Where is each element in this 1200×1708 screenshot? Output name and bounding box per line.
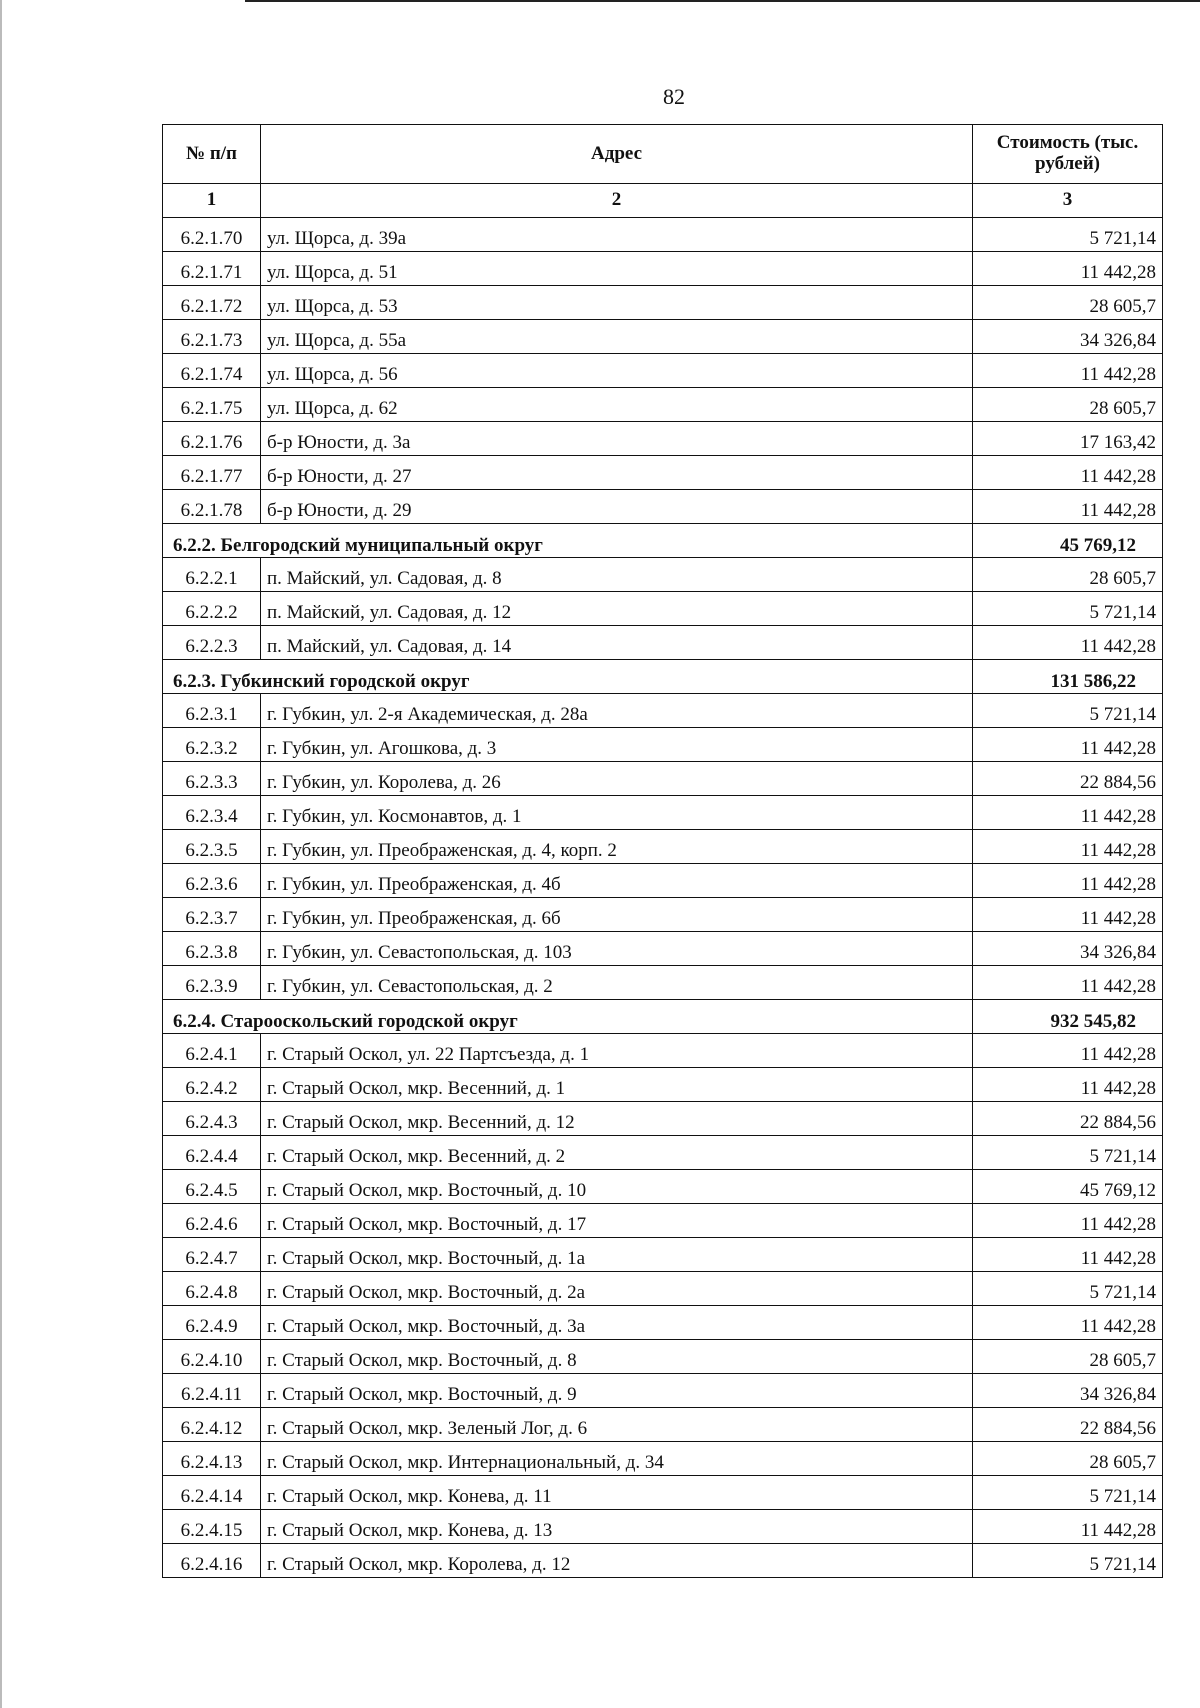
cost-cell: 5 721,14 — [973, 694, 1163, 728]
table-row — [163, 1340, 1163, 1374]
address-cell: г. Губкин, ул. Космонавтов, д. 1 — [261, 796, 973, 830]
table-row — [163, 1510, 1163, 1544]
table-body — [163, 218, 1163, 1578]
table-row — [163, 218, 1163, 252]
address-cell: г. Губкин, ул. Севастопольская, д. 103 — [261, 932, 973, 966]
address-cell: ул. Щорса, д. 51 — [261, 252, 973, 286]
cost-cell: 5 721,14 — [973, 1136, 1163, 1170]
item-number: 6.2.3.3 — [163, 762, 261, 796]
table-row — [163, 286, 1163, 320]
address-cell: п. Майский, ул. Садовая, д. 14 — [261, 626, 973, 660]
section-name: 6.2.3. Губкинский городской округ — [163, 660, 973, 694]
item-number: 6.2.3.4 — [163, 796, 261, 830]
item-number: 6.2.4.10 — [163, 1340, 261, 1374]
cost-cell: 11 442,28 — [973, 1034, 1163, 1068]
address-cell: ул. Щорса, д. 39а — [261, 218, 973, 252]
table-row — [163, 1136, 1163, 1170]
cost-cell: 11 442,28 — [973, 1204, 1163, 1238]
item-number: 6.2.4.13 — [163, 1442, 261, 1476]
address-cell: п. Майский, ул. Садовая, д. 12 — [261, 592, 973, 626]
item-number: 6.2.3.9 — [163, 966, 261, 1000]
cost-cell: 11 442,28 — [973, 898, 1163, 932]
section-row — [163, 1000, 1163, 1034]
cost-cell: 11 442,28 — [973, 830, 1163, 864]
table-row — [163, 1272, 1163, 1306]
table-row — [163, 1544, 1163, 1578]
item-number: 6.2.2.2 — [163, 592, 261, 626]
table-row — [163, 898, 1163, 932]
cost-cell: 11 442,28 — [973, 864, 1163, 898]
header-address: Адрес — [261, 125, 973, 184]
table-row — [163, 1238, 1163, 1272]
address-cell: ул. Щорса, д. 55а — [261, 320, 973, 354]
item-number: 6.2.3.6 — [163, 864, 261, 898]
table-row — [163, 762, 1163, 796]
address-cell: г. Старый Оскол, мкр. Весенний, д. 12 — [261, 1102, 973, 1136]
column-number-3: 3 — [973, 184, 1163, 218]
address-cell: г. Старый Оскол, мкр. Весенний, д. 1 — [261, 1068, 973, 1102]
cost-table — [162, 124, 1163, 1578]
cost-cell: 5 721,14 — [973, 1544, 1163, 1578]
address-cell: г. Старый Оскол, мкр. Конева, д. 13 — [261, 1510, 973, 1544]
table-row — [163, 1442, 1163, 1476]
item-number: 6.2.4.4 — [163, 1136, 261, 1170]
cost-cell: 22 884,56 — [973, 1102, 1163, 1136]
table-row — [163, 796, 1163, 830]
address-cell: ул. Щорса, д. 62 — [261, 388, 973, 422]
cost-cell: 22 884,56 — [973, 1408, 1163, 1442]
address-cell: г. Губкин, ул. 2-я Академическая, д. 28а — [261, 694, 973, 728]
cost-cell: 22 884,56 — [973, 762, 1163, 796]
item-number: 6.2.4.3 — [163, 1102, 261, 1136]
cost-cell: 5 721,14 — [973, 218, 1163, 252]
item-number: 6.2.4.1 — [163, 1034, 261, 1068]
address-cell: г. Губкин, ул. Севастопольская, д. 2 — [261, 966, 973, 1000]
address-cell: г. Губкин, ул. Королева, д. 26 — [261, 762, 973, 796]
column-number-row — [163, 184, 1163, 218]
address-cell: г. Губкин, ул. Преображенская, д. 6б — [261, 898, 973, 932]
table-row — [163, 558, 1163, 592]
address-cell: г. Старый Оскол, мкр. Восточный, д. 17 — [261, 1204, 973, 1238]
item-number: 6.2.4.15 — [163, 1510, 261, 1544]
table-row — [163, 1204, 1163, 1238]
cost-cell: 11 442,28 — [973, 626, 1163, 660]
address-cell: г. Старый Оскол, мкр. Восточный, д. 3а — [261, 1306, 973, 1340]
table-header-row — [163, 125, 1163, 184]
table-row — [163, 422, 1163, 456]
table-row — [163, 694, 1163, 728]
address-cell: г. Старый Оскол, мкр. Королева, д. 12 — [261, 1544, 973, 1578]
address-cell: г. Губкин, ул. Преображенская, д. 4б — [261, 864, 973, 898]
item-number: 6.2.4.12 — [163, 1408, 261, 1442]
address-cell: г. Губкин, ул. Агошкова, д. 3 — [261, 728, 973, 762]
cost-cell: 34 326,84 — [973, 320, 1163, 354]
item-number: 6.2.1.71 — [163, 252, 261, 286]
section-row — [163, 660, 1163, 694]
cost-cell: 45 769,12 — [973, 1170, 1163, 1204]
table-row — [163, 456, 1163, 490]
address-cell: б-р Юности, д. 3а — [261, 422, 973, 456]
cost-cell: 11 442,28 — [973, 1306, 1163, 1340]
address-cell: г. Старый Оскол, мкр. Весенний, д. 2 — [261, 1136, 973, 1170]
table-row — [163, 1476, 1163, 1510]
item-number: 6.2.4.16 — [163, 1544, 261, 1578]
section-total: 45 769,12 — [973, 524, 1163, 558]
item-number: 6.2.2.3 — [163, 626, 261, 660]
cost-cell: 28 605,7 — [973, 1340, 1163, 1374]
item-number: 6.2.1.70 — [163, 218, 261, 252]
address-cell: б-р Юности, д. 27 — [261, 456, 973, 490]
address-cell: г. Старый Оскол, мкр. Восточный, д. 8 — [261, 1340, 973, 1374]
item-number: 6.2.1.73 — [163, 320, 261, 354]
cost-cell: 11 442,28 — [973, 252, 1163, 286]
table-row — [163, 1374, 1163, 1408]
cost-cell: 11 442,28 — [973, 1238, 1163, 1272]
address-cell: г. Губкин, ул. Преображенская, д. 4, корп. 2 — [261, 830, 973, 864]
item-number: 6.2.3.7 — [163, 898, 261, 932]
item-number: 6.2.1.72 — [163, 286, 261, 320]
cost-cell: 34 326,84 — [973, 1374, 1163, 1408]
table-row — [163, 626, 1163, 660]
page-number: 82 — [663, 84, 685, 109]
column-number-1: 1 — [163, 184, 261, 218]
table-row — [163, 830, 1163, 864]
table-row — [163, 1102, 1163, 1136]
item-number: 6.2.2.1 — [163, 558, 261, 592]
left-scan-edge — [0, 0, 2, 1708]
address-cell: б-р Юности, д. 29 — [261, 490, 973, 524]
item-number: 6.2.1.78 — [163, 490, 261, 524]
address-cell: г. Старый Оскол, мкр. Интернациональный, д. 34 — [261, 1442, 973, 1476]
item-number: 6.2.4.6 — [163, 1204, 261, 1238]
cost-cell: 5 721,14 — [973, 592, 1163, 626]
item-number: 6.2.3.5 — [163, 830, 261, 864]
address-cell: г. Старый Оскол, ул. 22 Партсъезда, д. 1 — [261, 1034, 973, 1068]
item-number: 6.2.3.2 — [163, 728, 261, 762]
item-number: 6.2.4.2 — [163, 1068, 261, 1102]
table-row — [163, 1034, 1163, 1068]
table-row — [163, 932, 1163, 966]
address-cell: г. Старый Оскол, мкр. Восточный, д. 9 — [261, 1374, 973, 1408]
table-row — [163, 592, 1163, 626]
item-number: 6.2.1.74 — [163, 354, 261, 388]
table-row — [163, 388, 1163, 422]
table-row — [163, 864, 1163, 898]
cost-cell: 11 442,28 — [973, 456, 1163, 490]
table-row — [163, 1068, 1163, 1102]
table-row — [163, 966, 1163, 1000]
address-cell: г. Старый Оскол, мкр. Конева, д. 11 — [261, 1476, 973, 1510]
cost-cell: 11 442,28 — [973, 728, 1163, 762]
table-row — [163, 728, 1163, 762]
item-number: 6.2.3.1 — [163, 694, 261, 728]
section-row — [163, 524, 1163, 558]
section-name: 6.2.2. Белгородский муниципальный округ — [163, 524, 973, 558]
item-number: 6.2.4.7 — [163, 1238, 261, 1272]
cost-cell: 11 442,28 — [973, 966, 1163, 1000]
item-number: 6.2.4.8 — [163, 1272, 261, 1306]
item-number: 6.2.1.77 — [163, 456, 261, 490]
header-cost: Стоимость (тыс. рублей) — [973, 125, 1163, 184]
cost-cell: 11 442,28 — [973, 796, 1163, 830]
cost-cell: 11 442,28 — [973, 490, 1163, 524]
cost-cell: 28 605,7 — [973, 558, 1163, 592]
column-number-2: 2 — [261, 184, 973, 218]
item-number: 6.2.4.14 — [163, 1476, 261, 1510]
item-number: 6.2.1.75 — [163, 388, 261, 422]
address-cell: п. Майский, ул. Садовая, д. 8 — [261, 558, 973, 592]
table-row — [163, 1170, 1163, 1204]
address-cell: г. Старый Оскол, мкр. Зеленый Лог, д. 6 — [261, 1408, 973, 1442]
section-total: 131 586,22 — [973, 660, 1163, 694]
table-row — [163, 1408, 1163, 1442]
table-row — [163, 252, 1163, 286]
address-cell: г. Старый Оскол, мкр. Восточный, д. 2а — [261, 1272, 973, 1306]
cost-cell: 34 326,84 — [973, 932, 1163, 966]
cost-cell: 5 721,14 — [973, 1272, 1163, 1306]
address-cell: г. Старый Оскол, мкр. Восточный, д. 10 — [261, 1170, 973, 1204]
cost-cell: 28 605,7 — [973, 286, 1163, 320]
item-number: 6.2.3.8 — [163, 932, 261, 966]
cost-cell: 5 721,14 — [973, 1476, 1163, 1510]
top-border-line — [245, 0, 1200, 2]
cost-cell: 11 442,28 — [973, 354, 1163, 388]
table-row — [163, 490, 1163, 524]
address-cell: ул. Щорса, д. 53 — [261, 286, 973, 320]
address-cell: г. Старый Оскол, мкр. Восточный, д. 1а — [261, 1238, 973, 1272]
item-number: 6.2.4.5 — [163, 1170, 261, 1204]
section-total: 932 545,82 — [973, 1000, 1163, 1034]
table-row — [163, 1306, 1163, 1340]
header-number: № п/п — [163, 125, 261, 184]
table-row — [163, 320, 1163, 354]
section-name: 6.2.4. Старооскольский городской округ — [163, 1000, 973, 1034]
cost-cell: 17 163,42 — [973, 422, 1163, 456]
item-number: 6.2.1.76 — [163, 422, 261, 456]
cost-cell: 11 442,28 — [973, 1510, 1163, 1544]
cost-cell: 11 442,28 — [973, 1068, 1163, 1102]
table-row — [163, 354, 1163, 388]
item-number: 6.2.4.9 — [163, 1306, 261, 1340]
item-number: 6.2.4.11 — [163, 1374, 261, 1408]
cost-cell: 28 605,7 — [973, 388, 1163, 422]
cost-cell: 28 605,7 — [973, 1442, 1163, 1476]
address-cell: ул. Щорса, д. 56 — [261, 354, 973, 388]
